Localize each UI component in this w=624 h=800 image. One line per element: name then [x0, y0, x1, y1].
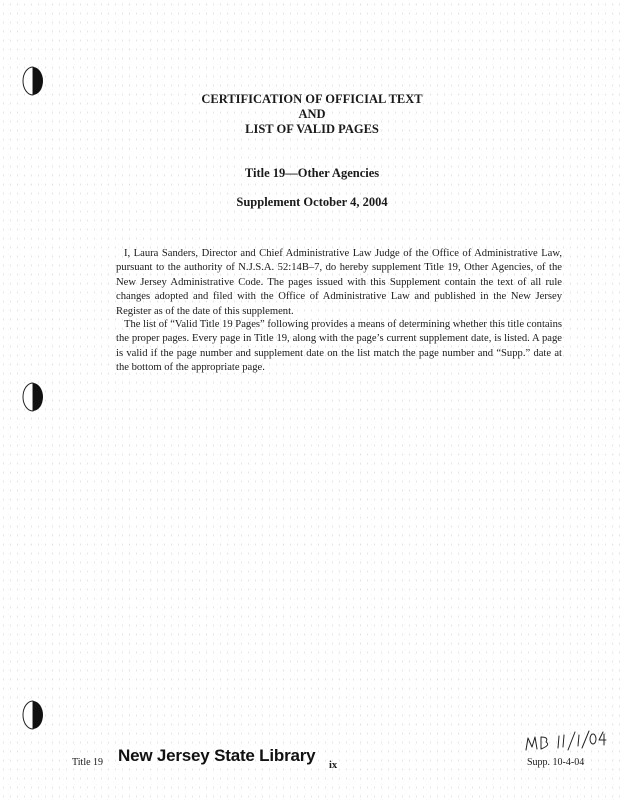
binder-hole-icon	[22, 382, 44, 412]
page-number: ix	[329, 760, 338, 771]
supplement-date-heading: Supplement October 4, 2004	[236, 195, 388, 209]
valid-pages-paragraph: The list of “Valid Title 19 Pages” following provides a means of determining whether this title contains the proper pages. Every page in Title 19, along with the page’s current supplement date, is listed. A page is valid if the page number and supplement date on the list match the page number and “Supp.” date at the bottom of the appropriate page.	[116, 318, 562, 374]
certification-heading: CERTIFICATION OF OFFICIAL TEXT	[201, 92, 423, 106]
library-stamp: New Jersey State Library	[118, 746, 316, 765]
footer-supplement-date: Supp. 10-4-04	[527, 757, 585, 768]
heading-and: AND	[298, 107, 326, 121]
binder-hole-icon	[22, 700, 44, 730]
title-heading: Title 19—Other Agencies	[244, 166, 380, 180]
footer-title: Title 19	[72, 757, 104, 768]
valid-pages-heading: LIST OF VALID PAGES	[245, 122, 379, 136]
certification-paragraph: I, Laura Sanders, Director and Chief Administrative Law Judge of the Office of Administrative Law, pursuant to the authority of N.J.S.A. 52:14B–7, do hereby supplement Title 19, Other Agencies, of the New Jersey Administrative Code. The pages issued with this Supplement contain the text of all rule changes adopted and filed with the Office of Administrative Law and published in the New Jersey Register as of the date of this supplement.	[116, 247, 562, 317]
